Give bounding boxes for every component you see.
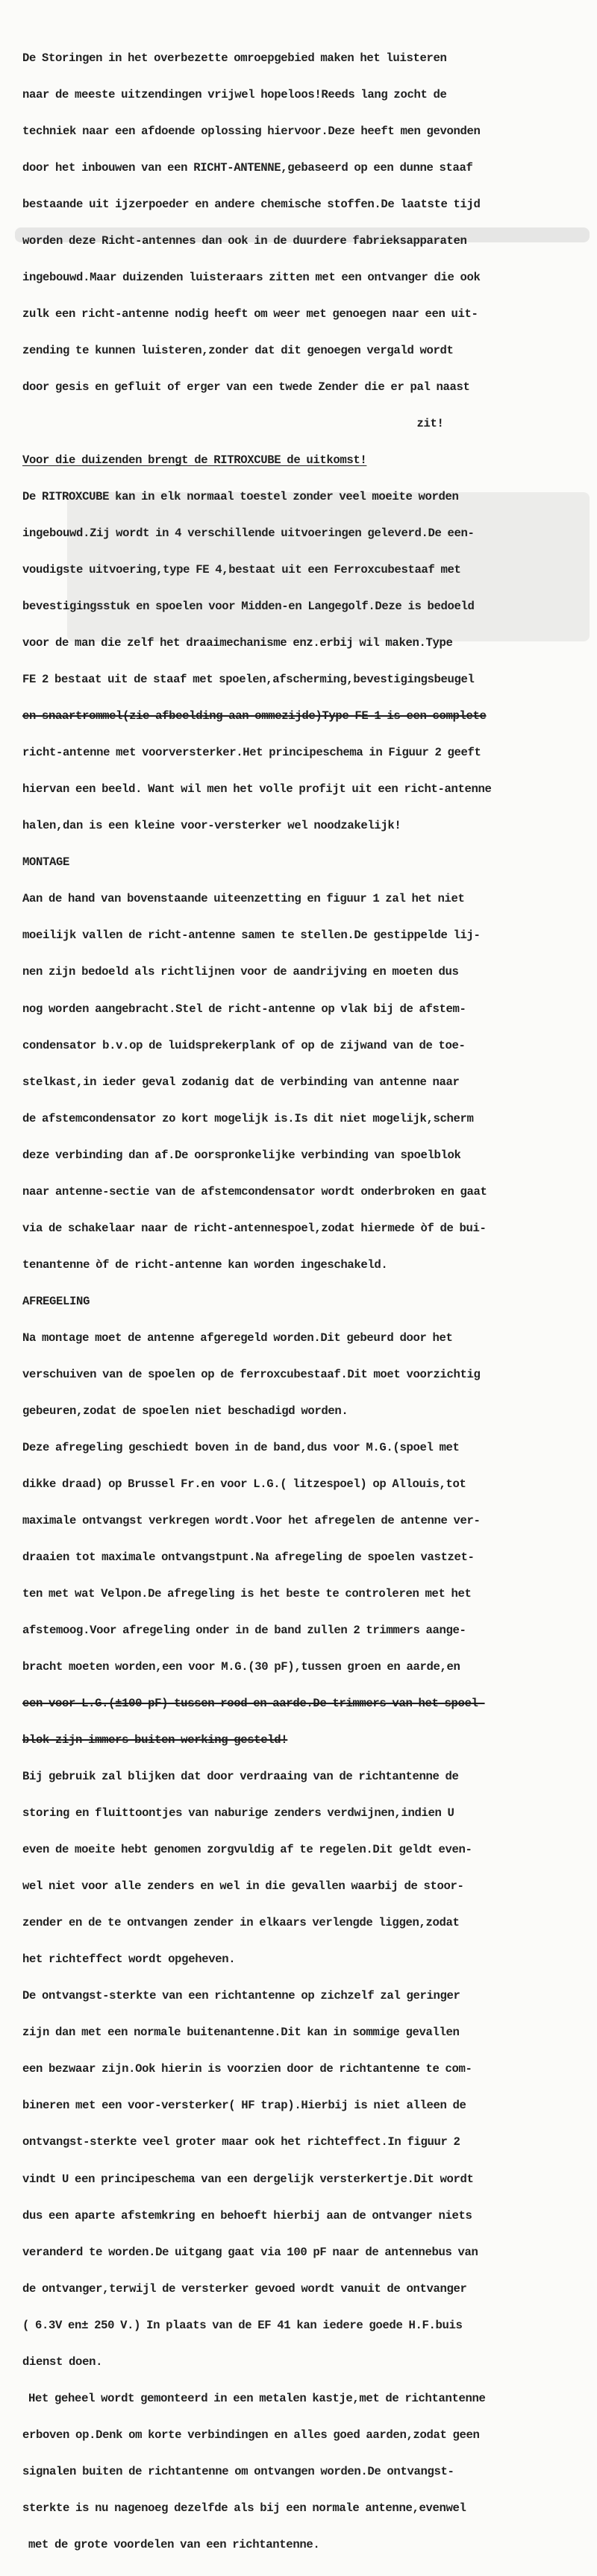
text-line: voor de man die zelf het draaimechanisme enz.erbij wil maken.Type xyxy=(22,636,453,650)
text-line: door het inbouwen van een RICHT-ANTENNE,gebaseerd op een dunne staaf xyxy=(22,160,473,175)
text-line: een bezwaar zijn.Ook hierin is voorzien door de richtantenne te com- xyxy=(22,2062,472,2076)
text-line: worden deze Richt-antennes dan ook in de duurdere fabrieksapparaten xyxy=(22,233,467,248)
text-line: stelkast,in ieder geval zodanig dat de verbinding van antenne naar xyxy=(22,1075,460,1089)
text-line: door gesis en gefluit of erger van een twede Zender die er pal naast xyxy=(22,380,470,394)
section-heading-afregeling: AFREGELING xyxy=(22,1294,90,1308)
text-line: Het geheel wordt gemonteerd in een metalen kastje,met de richtantenne xyxy=(22,2391,486,2405)
text-line: erboven op.Denk om korte verbindingen en alles goed aarden,zodat geen xyxy=(22,2428,480,2442)
text-line: de ontvanger,terwijl de versterker gevoed wordt vanuit de ontvanger xyxy=(22,2281,467,2296)
text-line: even de moeite hebt genomen zorgvuldig af te regelen.Dit geldt even- xyxy=(22,1843,472,1857)
typewritten-text xyxy=(22,28,593,2575)
text-line: zit! xyxy=(22,417,444,430)
text-line: gebeuren,zodat de spoelen niet beschadigd worden. xyxy=(22,1404,348,1418)
text-line: bestaande uit ijzerpoeder en andere chemische stoffen.De laatste tijd xyxy=(22,197,481,211)
struck-line: en snaartrommel(zie afbeelding aan ommezijde)Type FE 1 is een complete xyxy=(22,709,487,723)
text-line: naar antenne-sectie van de afstemcondensator wordt onderbroken en gaat xyxy=(22,1184,487,1199)
text-line: naar de meeste uitzendingen vrijwel hopeloos!Reeds lang zocht de xyxy=(22,87,447,101)
text-line: via de schakelaar naar de richt-antennespoel,zodat hiermede òf de bui- xyxy=(22,1221,487,1235)
text-line: richt-antenne met voorversterker.Het principeschema in Figuur 2 geeft xyxy=(22,746,481,760)
text-line: verschuiven van de spoelen op de ferroxcubestaaf.Dit moet voorzichtig xyxy=(22,1367,481,1381)
text-line: wel niet voor alle zenders en wel in die gevallen waarbij de stoor- xyxy=(22,1879,464,1894)
text-line: bevestigingsstuk en spoelen voor Midden-en Langegolf.Deze is bedoeld xyxy=(22,600,475,614)
text-line: bineren met een voor-versterker( HF trap).Hierbij is niet alleen de xyxy=(22,2099,466,2113)
text-line: ten met wat Velpon.De afregeling is het beste te controleren met het xyxy=(22,1587,472,1600)
text-line: tenantenne òf de richt-antenne kan worden ingeschakeld. xyxy=(22,1257,388,1272)
text-line: maximale ontvangst verkregen wordt.Voor het afregelen de antenne ver- xyxy=(22,1513,481,1527)
struck-line: een voor L.G.(±100 pF) tussen rood en aarde.De trimmers van het spoel- xyxy=(22,1697,485,1711)
text-line: vindt U een principeschema van een dergelijk versterkertje.Dit wordt xyxy=(22,2172,474,2186)
text-line: veranderd te worden.De uitgang gaat via 100 pF naar de antennebus van xyxy=(22,2245,478,2259)
text-line: De ontvangst-sterkte van een richtantenne op zichzelf zal geringer xyxy=(22,1989,460,2003)
text-line: Aan de hand van bovenstaande uiteenzetting en figuur 1 zal het niet xyxy=(22,892,465,906)
text-line: signalen buiten de richtantenne om ontvangen worden.De ontvangst- xyxy=(22,2464,454,2478)
text-line: Deze afregeling geschiedt boven in de band,dus voor M.G.(spoel met xyxy=(22,1440,460,1454)
text-line: voudigste uitvoering,type FE 4,bestaat uit een Ferroxcubestaaf met xyxy=(22,563,461,577)
text-line: halen,dan is een kleine voor-versterker wel noodzakelijk! xyxy=(22,819,401,833)
text-line: nen zijn bedoeld als richtlijnen voor de aandrijving en moeten dus xyxy=(22,965,459,979)
text-line: ingebouwd.Zij wordt in 4 verschillende uitvoeringen geleverd.De een- xyxy=(22,527,475,541)
text-line: De Storingen in het overbezette omroepgebied maken het luisteren xyxy=(22,51,447,65)
text-line: ingebouwd.Maar duizenden luisteraars zitten met een ontvanger die ook xyxy=(22,270,481,284)
text-line: techniek naar een afdoende oplossing hiervoor.Deze heeft men gevonden xyxy=(22,124,481,138)
text-line: zending te kunnen luisteren,zonder dat dit genoegen vergald wordt xyxy=(22,343,454,357)
headline-underlined: Voor die duizenden brengt de RITROXCUBE de uitkomst! xyxy=(22,453,367,468)
text-line: FE 2 bestaat uit de staaf met spoelen,afscherming,bevestigingsbeugel xyxy=(22,673,475,687)
text-line: moeilijk vallen de richt-antenne samen te stellen.De gestippelde lij- xyxy=(22,929,481,943)
text-line: afstemoog.Voor afregeling onder in de band zullen 2 trimmers aange- xyxy=(22,1624,466,1638)
text-line: Bij gebruik zal blijken dat door verdraaing van de richtantenne de xyxy=(22,1770,459,1784)
text-line: hiervan een beeld. Want wil men het volle profijt uit een richt-antenne xyxy=(22,782,492,797)
text-line: dus een aparte afstemkring en behoeft hierbij aan de ontvanger niets xyxy=(22,2208,472,2222)
text-line: condensator b.v.op de luidsprekerplank of op de zijwand van de toe- xyxy=(22,1038,466,1052)
text-line: het richteffect wordt opgeheven. xyxy=(22,1953,236,1967)
section-heading-montage: MONTAGE xyxy=(22,855,70,870)
text-line: nog worden aangebracht.Stel de richt-antenne op vlak bij de afstem- xyxy=(22,1002,466,1016)
text-line: storing en fluittoontjes van naburige zenders verdwijnen,indien U xyxy=(22,1806,454,1821)
text-line: ontvangst-sterkte veel groter maar ook het richteffect.In figuur 2 xyxy=(22,2135,460,2149)
text-line: draaien tot maximale ontvangstpunt.Na afregeling de spoelen vastzet- xyxy=(22,1550,475,1564)
text-line: zulk een richt-antenne nodig heeft om weer met genoegen naar een uit- xyxy=(22,307,478,321)
text-line: bracht moeten worden,een voor M.G.(30 pF),tussen groen en aarde,en xyxy=(22,1660,460,1674)
struck-line: blok zijn immers buiten werking gesteld! xyxy=(22,1733,288,1747)
text-line: sterkte is nu nagenoeg dezelfde als bij een normale antenne,evenwel xyxy=(22,2501,466,2515)
text-line: met de grote voordelen van een richtantenne. xyxy=(22,2537,320,2551)
text-line: ( 6.3V en± 250 V.) In plaats van de EF 41 kan iedere goede H.F.buis xyxy=(22,2318,463,2332)
text-line: deze verbinding dan af.De oorspronkelijke verbinding van spoelblok xyxy=(22,1148,461,1162)
text-line: De RITROXCUBE kan in elk normaal toestel zonder veel moeite worden xyxy=(22,490,459,504)
text-line: de afstemcondensator zo kort mogelijk is.Is dit niet mogelijk,scherm xyxy=(22,1111,474,1125)
text-line: zijn dan met een normale buitenantenne.Dit kan in sommige gevallen xyxy=(22,2026,460,2040)
text-line: Na montage moet de antenne afgeregeld worden.Dit gebeurd door het xyxy=(22,1331,453,1345)
text-line: dienst doen. xyxy=(22,2354,103,2369)
text-line: dikke draad) op Brussel Fr.en voor L.G.( litzespoel) op Allouis,tot xyxy=(22,1477,466,1491)
text-line: zender en de te ontvangen zender in elkaars verlengde liggen,zodat xyxy=(22,1916,460,1930)
